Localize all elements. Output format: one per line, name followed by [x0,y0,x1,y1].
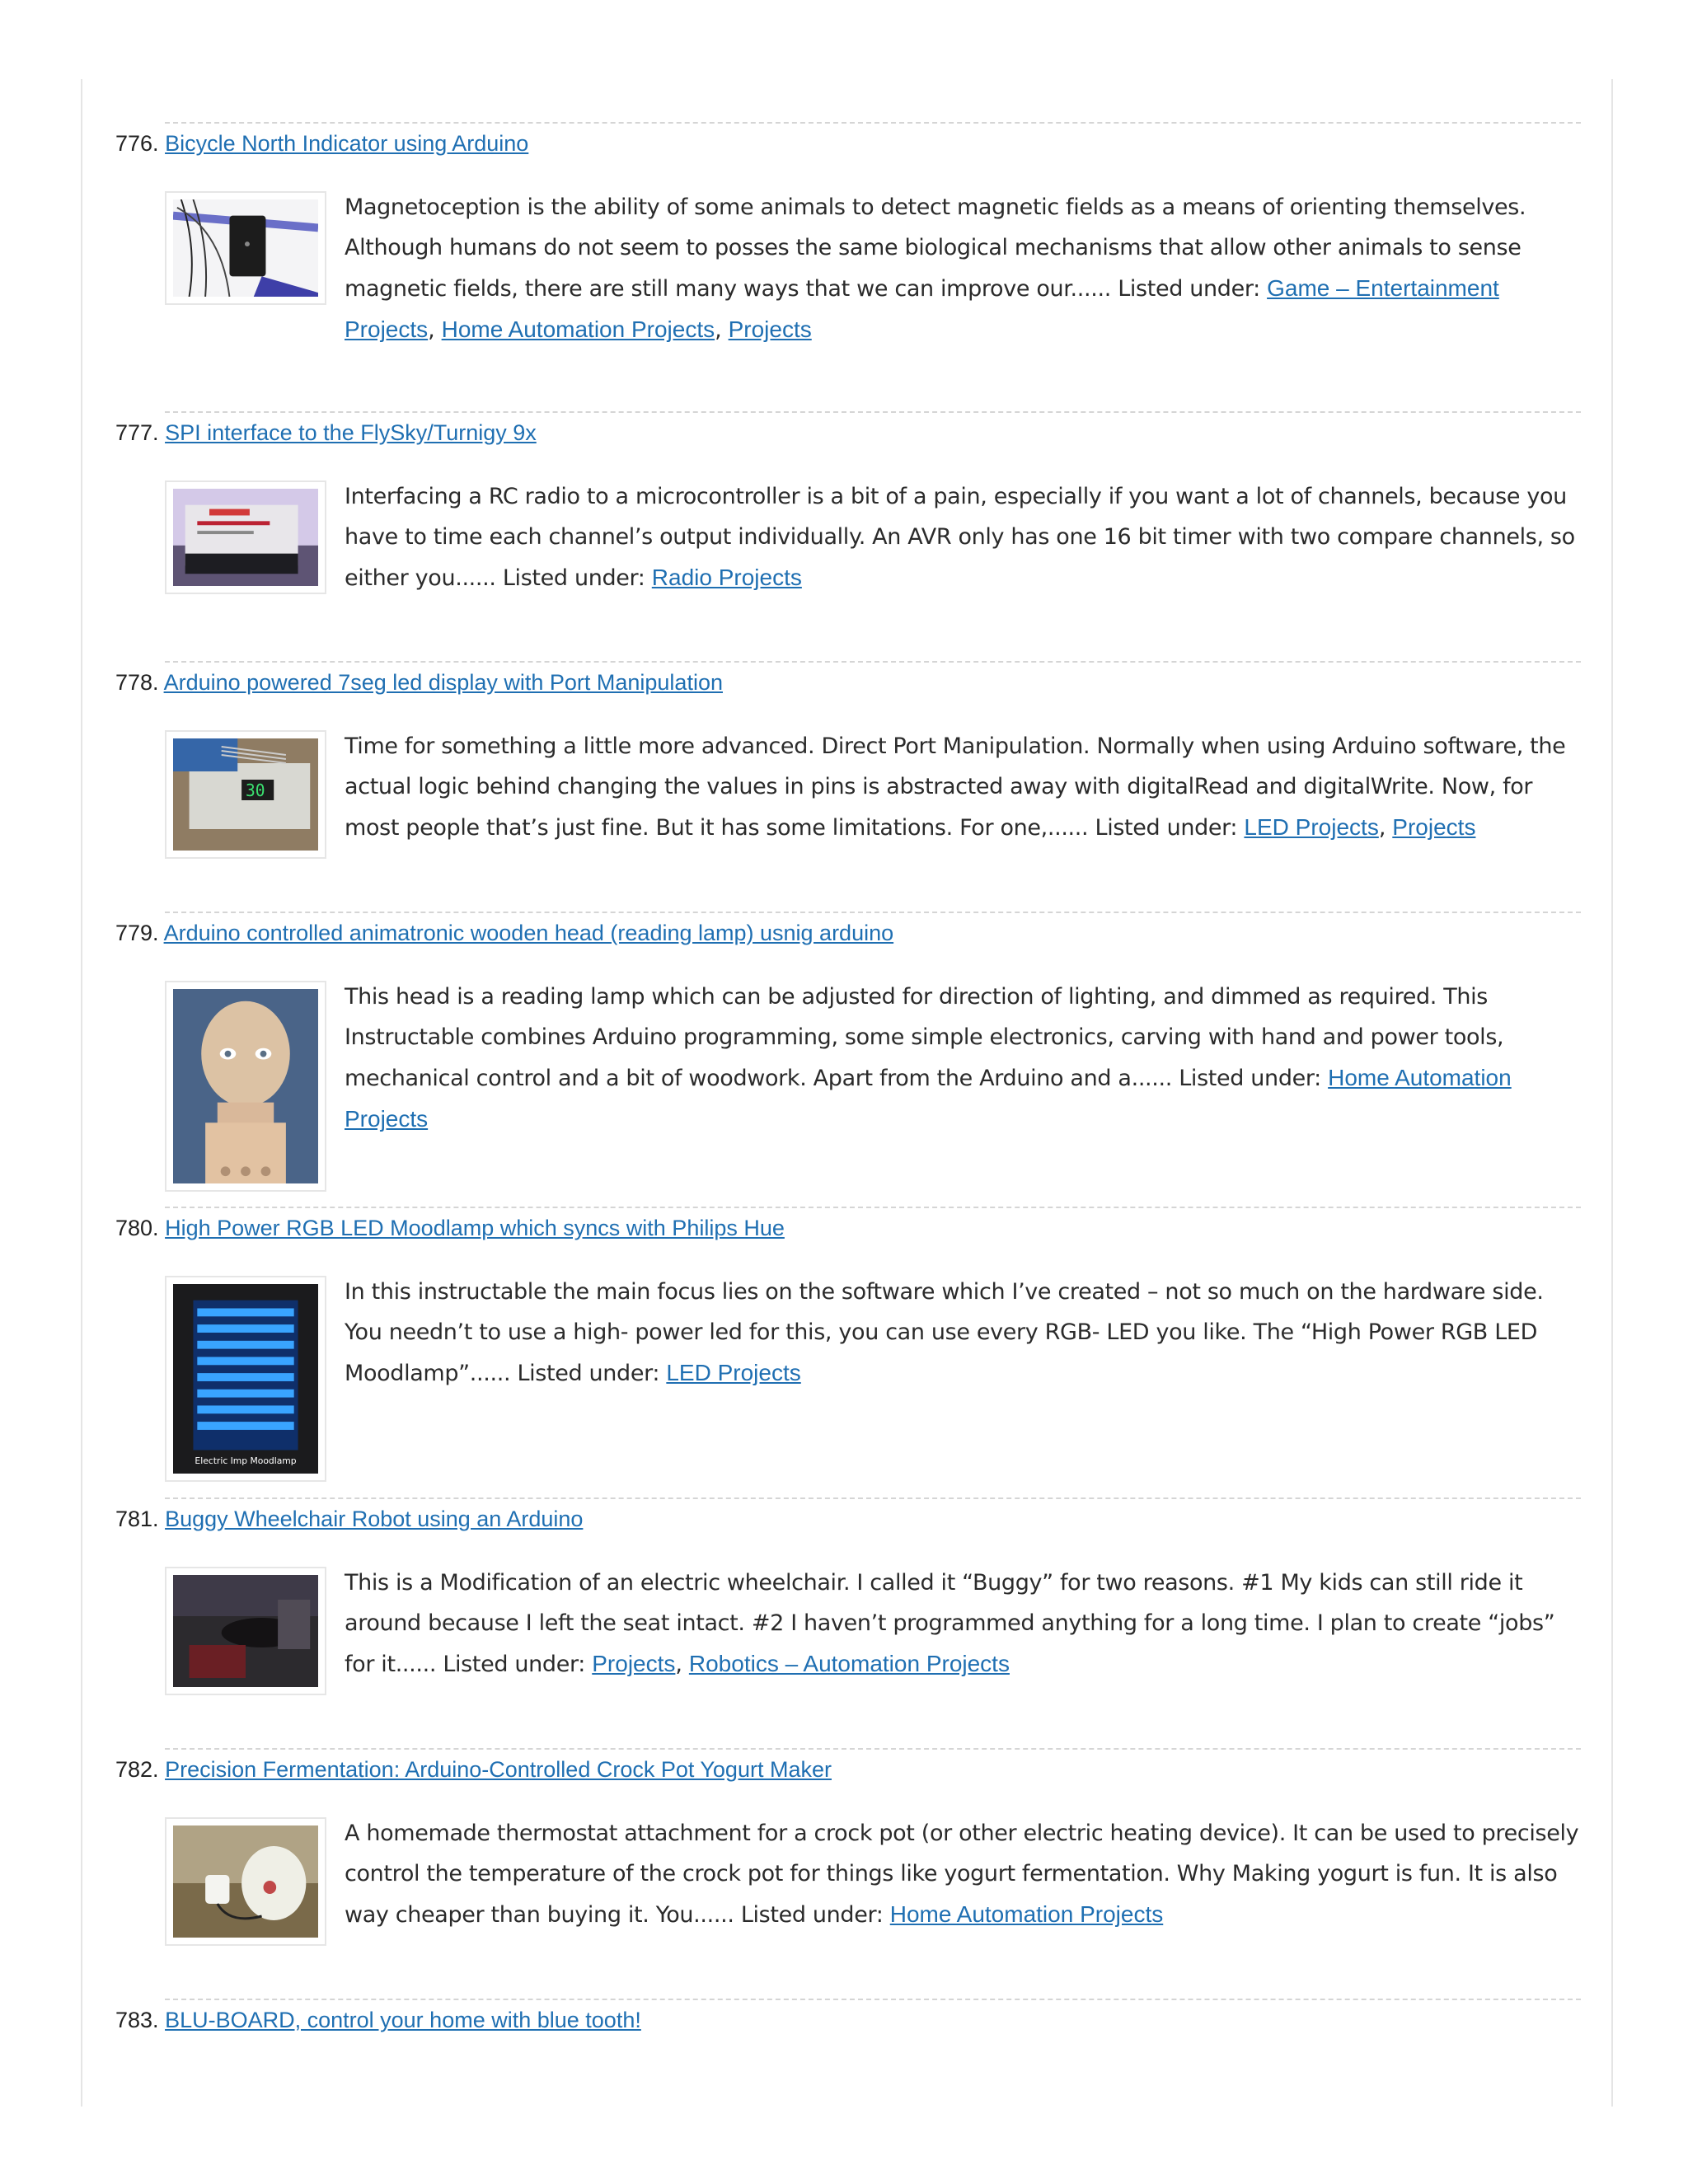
category-link[interactable]: Projects [1392,814,1476,840]
moodlamp-image [173,1284,318,1474]
entry-title-row [115,1504,583,1534]
entry-title-link[interactable]: Arduino controlled animatronic wooden head (reading lamp) usnig arduino [163,921,894,945]
category-link[interactable]: LED Projects [1244,814,1379,840]
entry-title-link[interactable]: Bicycle North Indicator using Arduino [165,131,529,156]
entry-number: 777. [115,420,159,445]
entry-title-row [115,418,537,448]
entry-title-row [115,668,723,697]
entry-thumbnail[interactable] [165,1276,326,1482]
wooden-head-image [173,989,318,1183]
svg-text:30: 30 [246,780,265,801]
entry-number: 780. [115,1216,159,1240]
entry-title-row [115,2005,641,2035]
divider [165,912,1581,913]
entry-title-row [115,918,893,948]
category-link[interactable]: Game – Entertainment Projects [345,275,1499,342]
post-list-container [81,79,1613,2107]
wheelchair-image [173,1575,318,1687]
entry-number: 783. [115,2008,159,2032]
category-link[interactable]: Home Automation Projects [441,316,715,342]
entry-excerpt: Magnetoception is the ability of some animals to detect magnetic fields as a means of orienting themselves. Although humans do not seem to posses the same biological mechanisms that allow other animals to sense magnetic fields, there are still many ways that we can improve our...... Listed under: Game – Entertainment Projects, Home Automation Projects, Projects [345,194,1526,343]
rc-receiver-image [173,489,318,586]
category-link[interactable]: Radio Projects [651,565,802,590]
entry-title-link[interactable]: SPI interface to the FlySky/Turnigy 9x [165,420,537,445]
entry-thumbnail[interactable] [165,730,326,859]
entry-thumbnail[interactable] [165,1817,326,1946]
entry-title-link[interactable]: Arduino powered 7seg led display with Port Manipulation [163,670,723,695]
entry-title-link[interactable]: BLU-BOARD, control your home with blue tooth! [165,2008,641,2032]
divider [165,1497,1581,1499]
bike-sensor-image [173,199,318,297]
entry-title-row [115,1213,785,1243]
category-link[interactable]: Robotics – Automation Projects [688,1651,1010,1676]
divider [165,411,1581,413]
entry-excerpt: Interfacing a RC radio to a microcontroller is a bit of a pain, especially if you want a lot of channels, because you have to time each channel’s output individually. An AVR only has one 16 bit timer with two compare channels, so either you...... Listed under: Radio Projects [345,484,1575,591]
category-link[interactable]: Home Automation Projects [889,1901,1164,1927]
entry-thumbnail[interactable] [165,981,326,1192]
entry-title-link[interactable]: Buggy Wheelchair Robot using an Arduino [165,1507,584,1531]
category-link[interactable]: LED Projects [666,1360,801,1385]
divider [165,661,1581,663]
divider [165,1748,1581,1750]
category-link[interactable]: Projects [592,1651,676,1676]
entry-number: 781. [115,1507,159,1531]
entry-number: 779. [115,921,159,945]
entry-thumbnail[interactable] [165,1567,326,1695]
divider [165,122,1581,124]
entry-number: 776. [115,131,159,156]
entry-excerpt: Time for something a little more advanced. Direct Port Manipulation. Normally when using Arduino software, the actual logic behind changing the values in pins is abstracted away with digitalRead and digitalWrite. Now, for most people that’s just fine. But it has some limitations. For one,...... Listed under: LED Projects, Projects [345,733,1566,841]
entry-thumbnail[interactable] [165,480,326,594]
entry-number: 782. [115,1757,159,1782]
entry-title-link[interactable]: High Power RGB LED Moodlamp which syncs with Philips Hue [165,1216,785,1240]
entry-title-row [115,1755,832,1784]
divider [165,1999,1581,2000]
entry-excerpt: A homemade thermostat attachment for a crock pot (or other electric heating device). It can be used to precisely control the temperature of the crock pot for things like yogurt fermentation. Why Making yogurt is fun. It is also way cheaper than buying it. You...... Listed under: Home Automation Projects [345,1821,1579,1928]
entry-excerpt: This head is a reading lamp which can be adjusted for direction of lighting, and dimmed as required. This Instructable combines Arduino programming, some simple electronics, carving with hand and power tools, mechanical control and a bit of woodwork. Apart from the Arduino and a...... Listed under: Home Automation Projects [345,984,1512,1132]
entry-number: 778. [115,670,159,695]
crock-pot-image [173,1825,318,1938]
category-link[interactable]: Home Automation Projects [345,1065,1512,1132]
divider [165,1207,1581,1208]
thumb-caption: Electric Imp Moodlamp [195,1455,297,1467]
category-link[interactable]: Projects [728,316,812,342]
entry-excerpt: In this instructable the main focus lies on the software which I’ve created – not so much on the hardware side. You needn’t to use a high- power led for this, you can use every RGB- LED you like. The “High Power RGB LED Moodlamp”...... Listed under: LED Projects [345,1279,1544,1386]
entry-excerpt: This is a Modification of an electric wheelchair. I called it “Buggy” for two reasons. #1 My kids can still ride it around because I left the seat intact. #2 I haven’t programmed anything for a long time. I plan to create “jobs” for it...... Listed under: Projects, Robotics – Automation Projects [345,1570,1555,1677]
entry-thumbnail[interactable] [165,191,326,305]
entry-title-row [115,129,528,158]
breadboard-image [173,738,318,851]
entry-title-link[interactable]: Precision Fermentation: Arduino-Controlled Crock Pot Yogurt Maker [165,1757,832,1782]
